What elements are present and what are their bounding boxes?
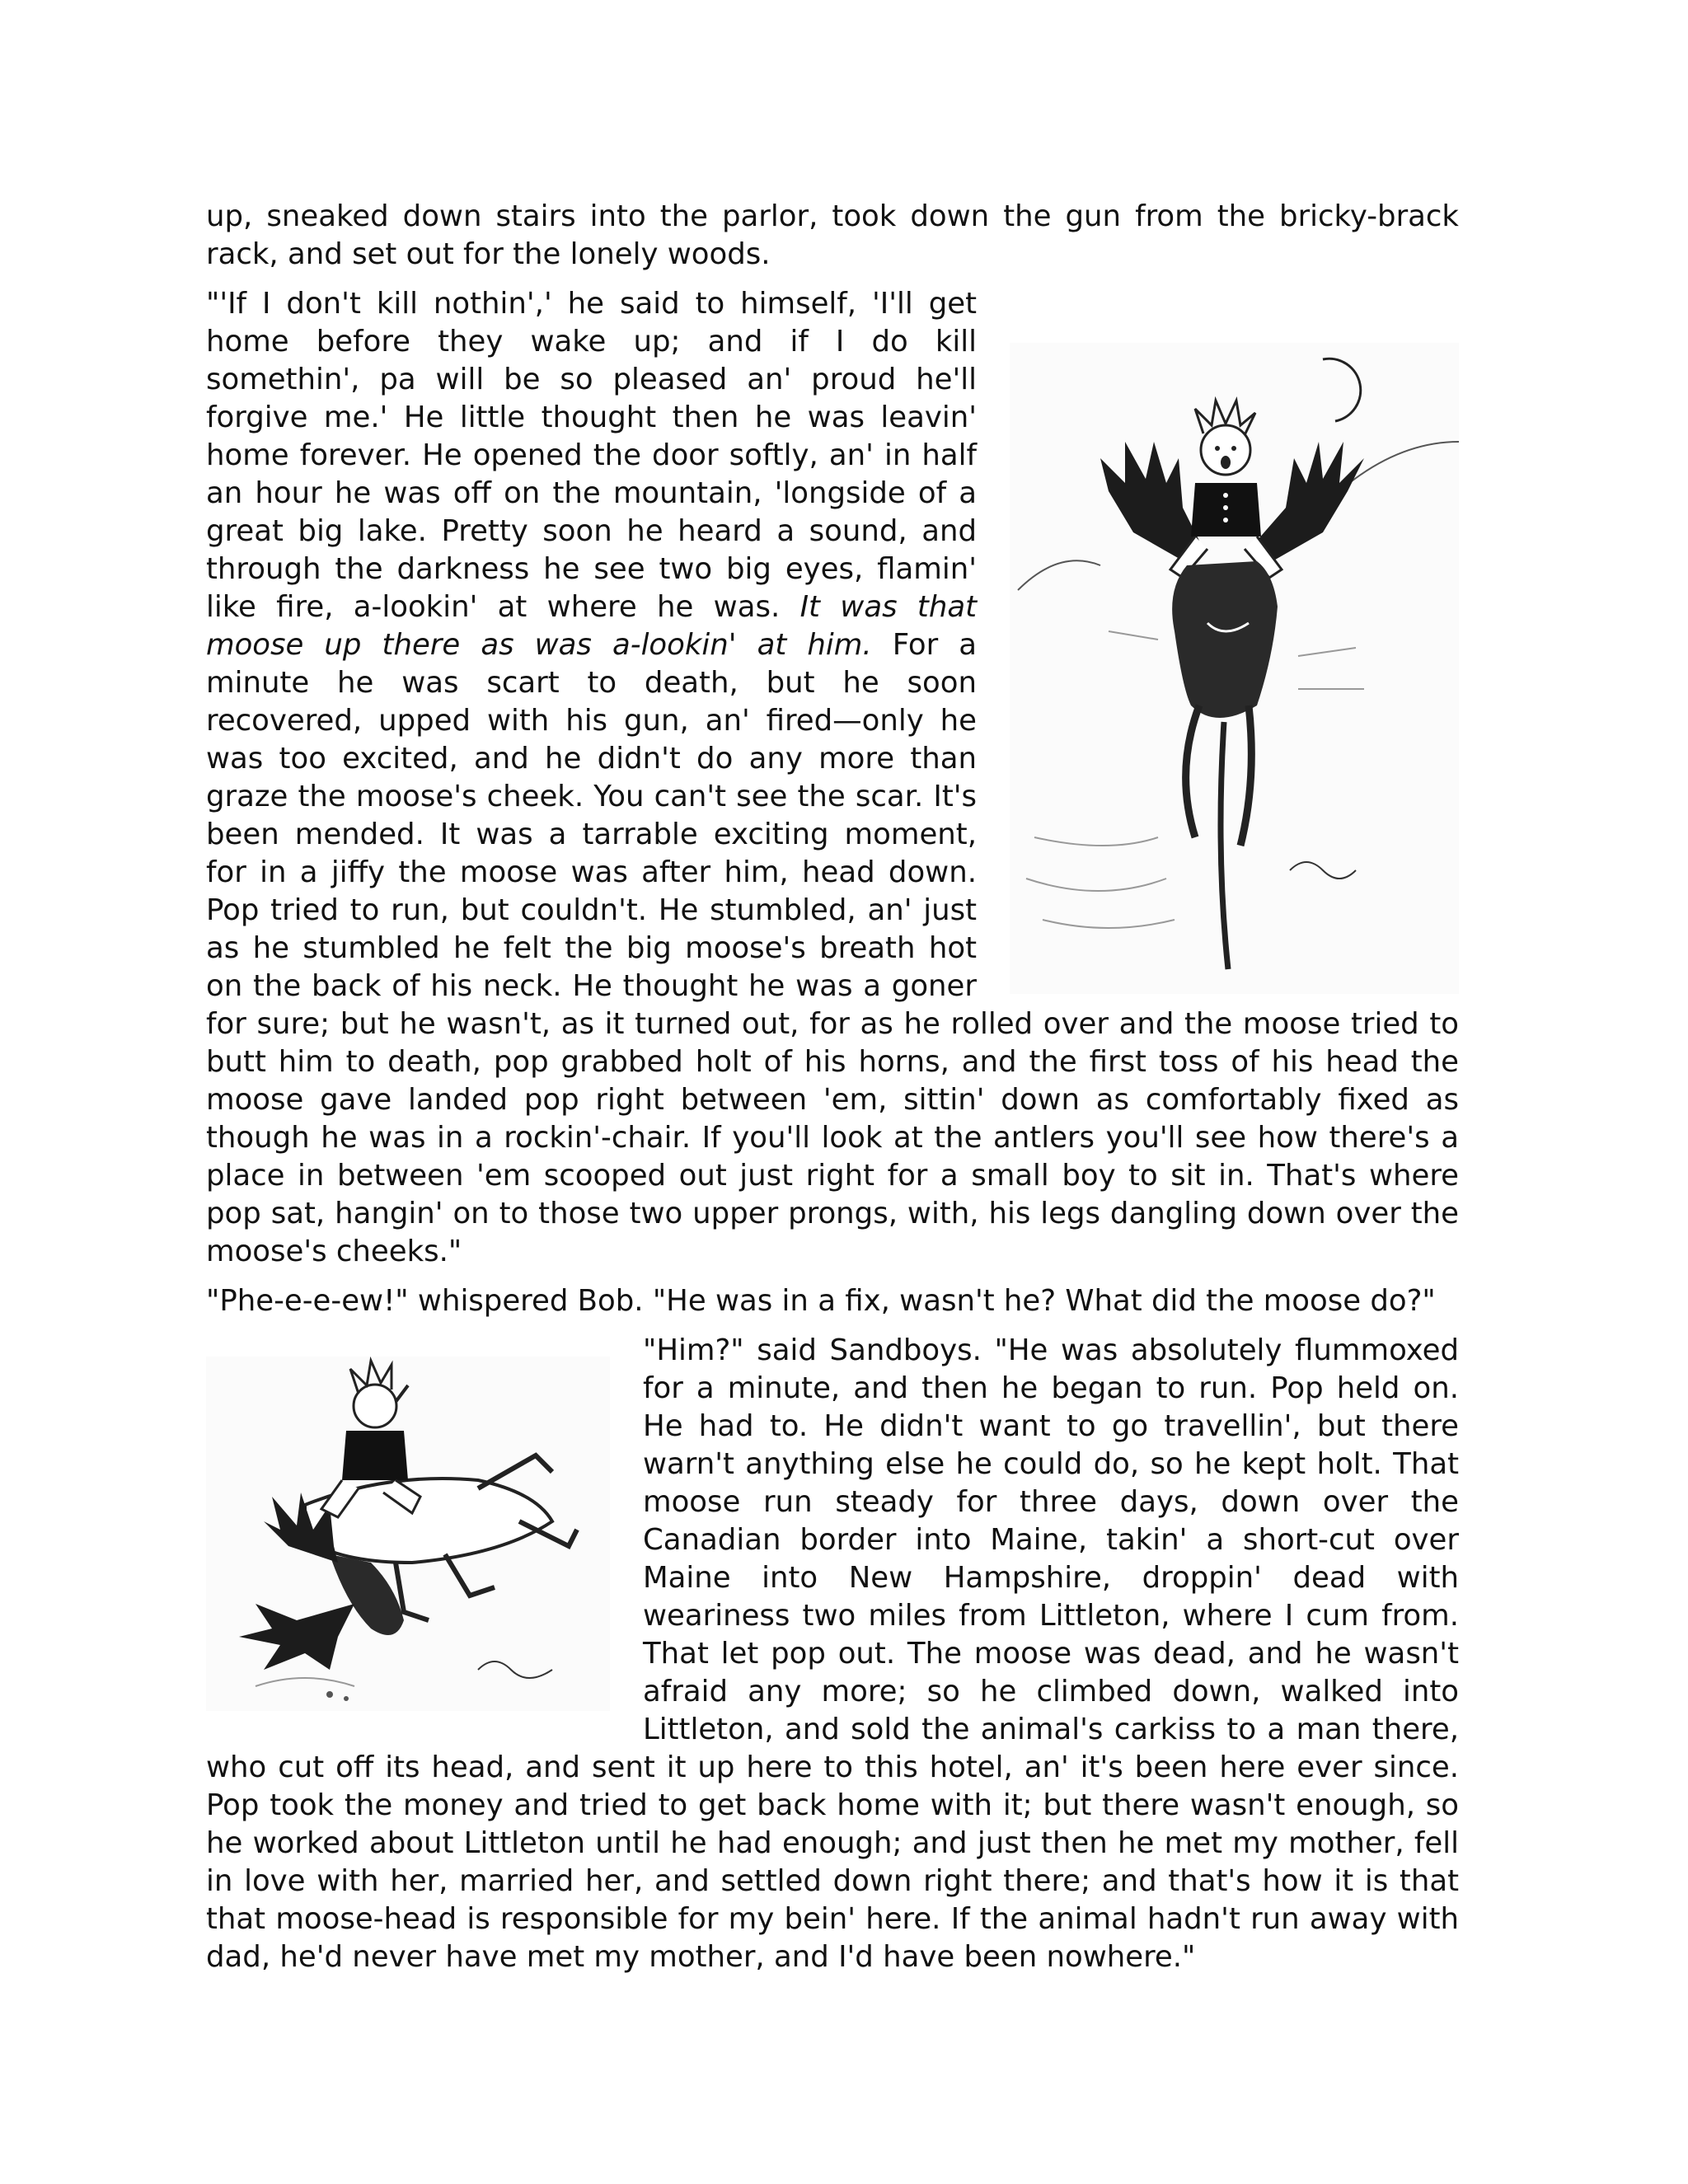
paragraph-2-text-b: For a minute he was scart to death, but he soon recovered, upped with his gun, an' fired—only he was too excited, and he didn't do any more than graze the moose's cheek. You can't see the scar. It's been mended. It was a tarrable exciting moment, for in a jiffy the moose was after him, head down. Pop tried to run, but couldn't. He stumbled, an' just as he stumbled he felt the big moose's breath hot on the back of his neck. He thought he was a goner for sure; but he wasn't, as it turned out, for as he rolled over and the moose tried to butt him to death, pop grabbed holt of his horns, and the first toss of his head the moose gave landed pop right between 'em, sittin' down as comfortably fixed as though he was in a rockin'-chair. If you'll look at the antlers you'll see how there's a place in between 'em scooped out just right for a small boy to sit in. That's where pop sat, hangin' on to those two upper prongs, with, his legs dangling down over the moose's cheeks." (206, 628, 1459, 1268)
moose-ride-illustration (1010, 343, 1459, 994)
boy-riding-moose-icon (1010, 343, 1459, 994)
text-column (206, 198, 1459, 1988)
paragraph-2-italic: It was that moose up there as was a-lookin' at him. (206, 590, 977, 662)
dead-moose-illustration (206, 1357, 610, 1711)
paragraph-2-text-a: "'If I don't kill nothin',' he said to himself, 'I'll get home before they wake up; and if I do kill somethin', pa will be so pleased an' proud he'll forgive me.' He little thought then he was leavin' home forever. He opened the door softly, an' in half an hour he was off on the mountain, 'longside of a great big lake. Pretty soon he heard a sound, and through the darkness he see two big eyes, flamin' like fire, a-lookin' at where he was. (206, 287, 977, 624)
paragraph-3: "Phe-e-e-ew!" whispered Bob. "He was in a fix, wasn't he? What did the moose do?" (206, 1284, 1436, 1318)
paragraph-1: up, sneaked down stairs into the parlor, took down the gun from the bricky-brack rack, and set out for the lonely woods. (206, 199, 1459, 271)
boy-on-dead-moose-icon (206, 1357, 610, 1711)
paragraph-4: "Him?" said Sandboys. "He was absolutely flummoxed for a minute, and then he began to run. Pop held on. He had to. He didn't want to go travellin', but there warn't anything else he could do, so he kept holt. That moose run steady for three days, down over the Canadian border into Maine, takin' a short-cut over Maine into New Hampshire, droppin' dead with weariness two miles from Littleton, where I cum from. That let pop out. The moose was dead, and he wasn't afraid any more; so he climbed down, walked into Littleton, and sold the animal's carkiss to a man there, who cut off its head, and sent it up here to this hotel, an' it's been here ever since. Pop took the money and tried to get back home with it; but there wasn't enough, so he worked about Littleton until he had enough; and just then he met my mother, fell in love with her, married her, and settled down right there; and that's how it is that that moose-head is responsible for my bein' here. If the animal hadn't run away with dad, he'd never have met my mother, and I'd have been nowhere." (206, 1333, 1459, 1974)
